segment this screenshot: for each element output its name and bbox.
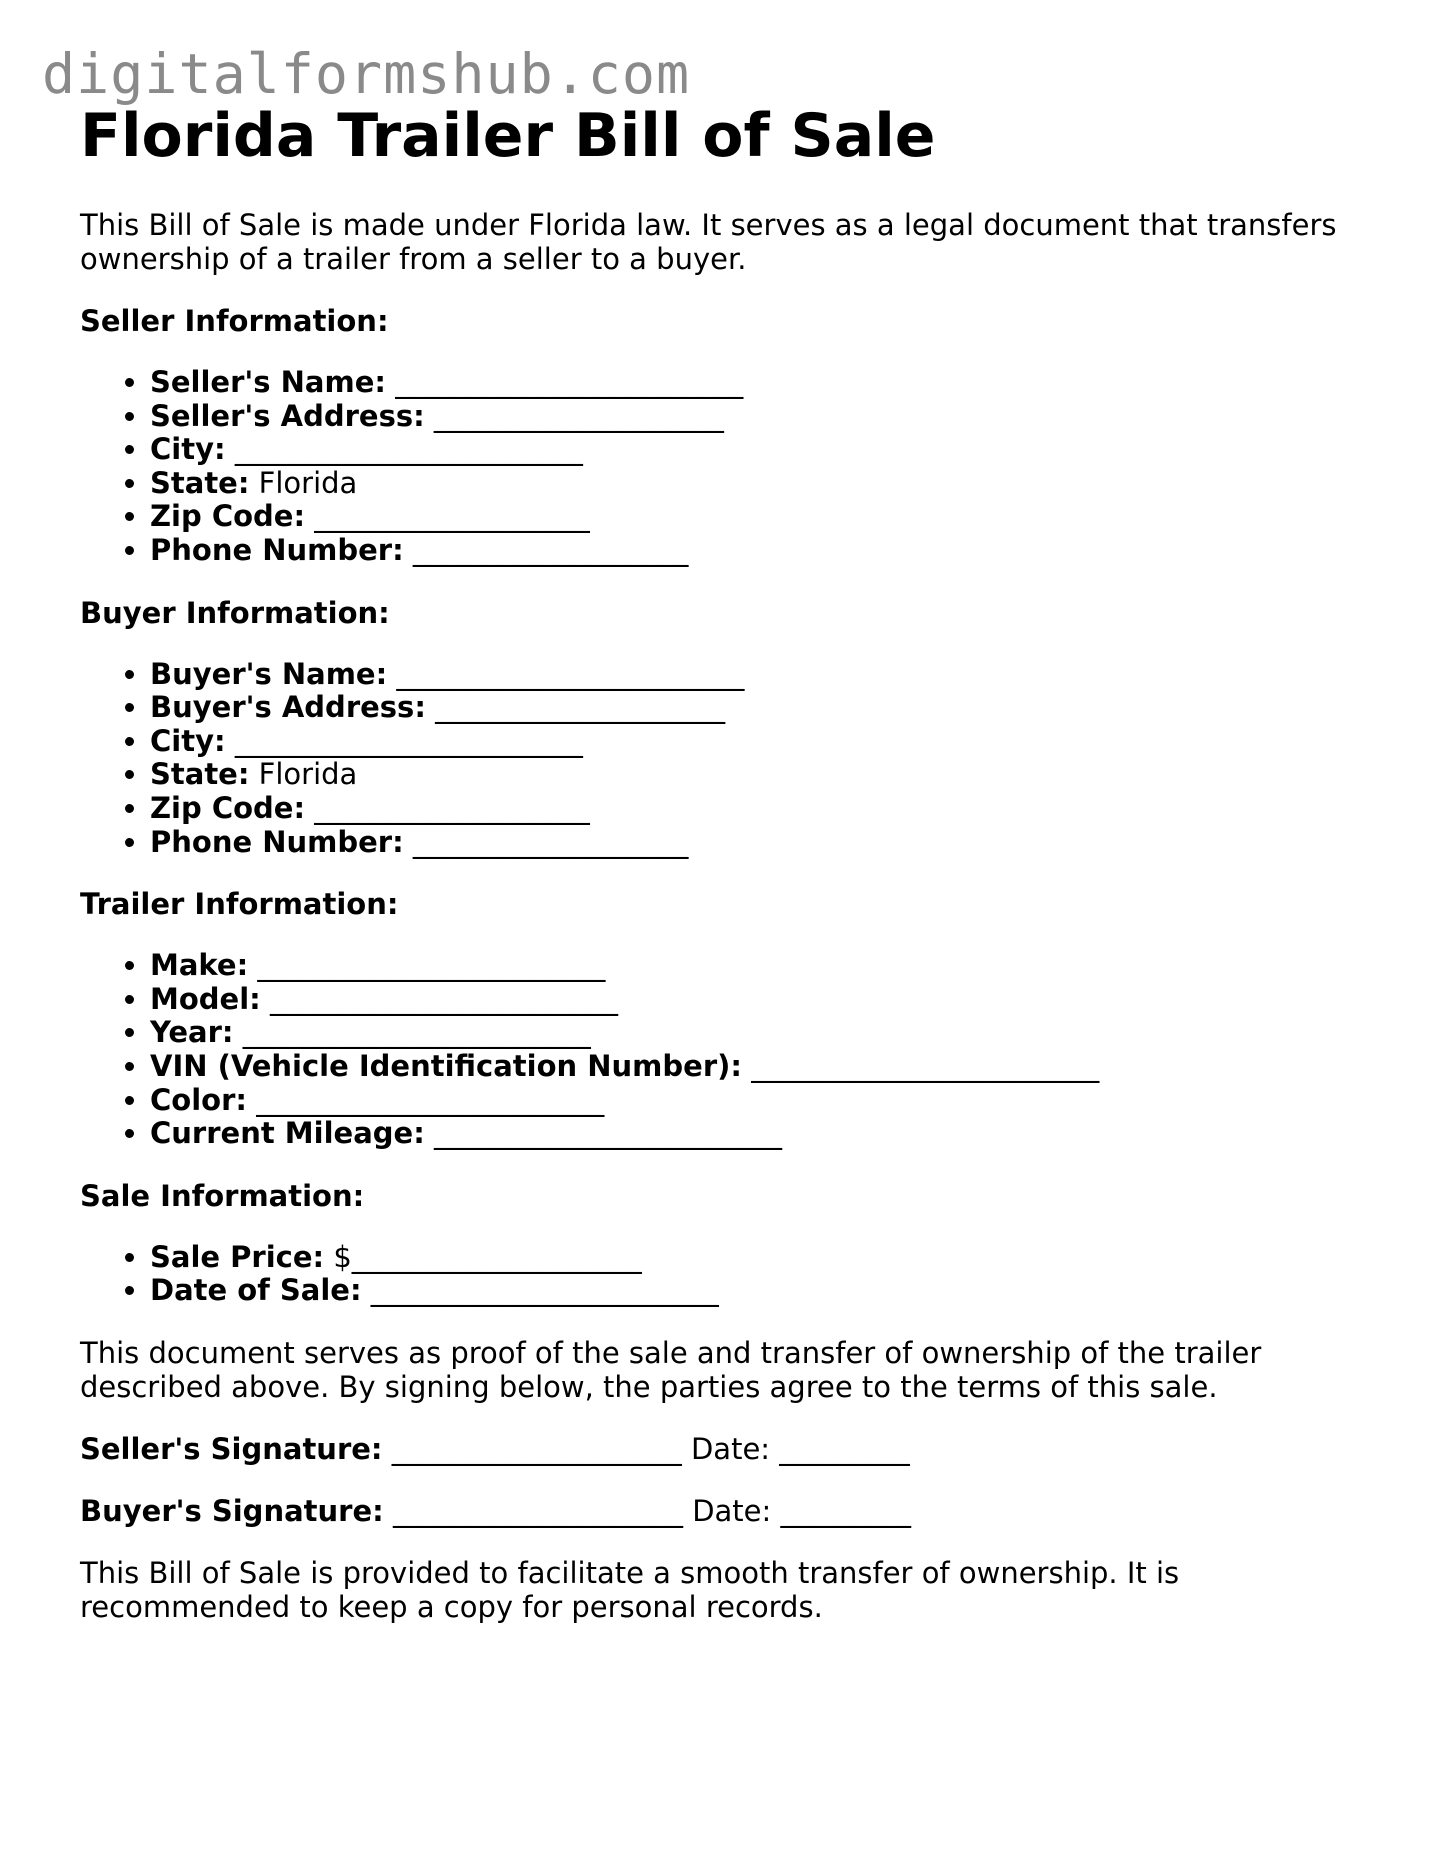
field-blank[interactable]: ________________________ [395,365,744,399]
field-blank[interactable]: $____________________ [333,1239,642,1274]
seller-signature-line[interactable] [80,1432,1370,1466]
seller-name-field[interactable] [150,366,1370,400]
field-label: Buyer's Address: [150,690,426,725]
watermark: digitalformshub.com [42,42,691,106]
field-blank[interactable]: ________________________ [269,981,618,1016]
field-label: City: [150,723,226,758]
sale-section-heading: Sale Information: [80,1178,365,1213]
field-value: Florida [258,757,358,792]
trailer-model-field[interactable] [150,983,1370,1017]
trailer-section-heading: Trailer Information: [80,887,399,922]
sale-field-list [80,1241,1370,1308]
field-label: Seller's Name: [150,365,386,399]
buyer-signature-line[interactable] [80,1494,1370,1528]
field-label: Phone Number: [150,532,404,567]
date-blank[interactable]: _________ [780,1493,911,1528]
field-blank[interactable]: ___________________ [314,499,590,534]
field-label: City: [150,432,226,467]
seller-state-field [150,467,1370,501]
buyer-zip-field[interactable] [150,792,1370,826]
buyer-phone-field[interactable] [150,826,1370,860]
field-blank[interactable]: ___________________ [412,532,689,567]
field-label: Sale Price: [150,1239,325,1274]
buyer-city-field[interactable] [150,725,1370,759]
trailer-year-field[interactable] [150,1016,1370,1050]
field-label: Model: [150,981,261,1016]
buyer-field-list [80,658,1370,860]
sale-price-field[interactable] [150,1241,1370,1275]
field-blank[interactable]: ___________________ [314,790,590,825]
field-blank[interactable]: ____________________ [433,398,724,433]
signature-blank[interactable]: ____________________ [392,1493,683,1528]
field-blank[interactable]: ________________________ [257,948,606,983]
field-blank[interactable]: ____________________ [435,690,726,725]
field-blank[interactable]: ________________________ [234,432,583,467]
field-label: Color: [150,1082,247,1117]
document-title: Florida Trailer Bill of Sale [80,101,936,171]
field-blank[interactable]: ________________________ [242,1015,591,1050]
buyer-address-field[interactable] [150,691,1370,725]
seller-phone-field[interactable] [150,534,1370,568]
field-label: Year: [150,1015,234,1050]
field-label: Date of Sale: [150,1273,362,1308]
seller-zip-field[interactable] [150,500,1370,534]
field-label: Current Mileage: [150,1116,425,1151]
seller-section-heading: Seller Information: [80,304,389,338]
field-label: Zip Code: [150,499,306,534]
trailer-make-field[interactable] [150,949,1370,983]
trailer-mileage-field[interactable] [150,1117,1370,1151]
field-label: State: [150,757,250,792]
field-label: Buyer's Name: [150,656,388,691]
signature-blank[interactable]: ____________________ [391,1431,682,1466]
seller-city-field[interactable] [150,433,1370,467]
date-blank[interactable]: _________ [779,1431,910,1466]
buyer-name-field[interactable] [150,658,1370,692]
field-label: VIN (Vehicle Identification Number): [150,1048,742,1083]
trailer-vin-field[interactable] [150,1050,1370,1084]
trailer-field-list [80,949,1370,1151]
field-label: Make: [150,948,249,983]
sale-date-field[interactable] [150,1274,1370,1308]
document-page [80,98,1370,1624]
buyer-section-heading: Buyer Information: [80,595,390,630]
field-label: Phone Number: [150,824,404,859]
field-blank[interactable]: ________________________ [434,1116,783,1151]
seller-address-field[interactable] [150,400,1370,434]
field-label: State: [150,465,250,500]
field-label: Seller's Address: [150,398,425,433]
footer-paragraph: This Bill of Sale is provided to facilitate a smooth transfer of ownership. It is recommended to keep a copy for personal records. [80,1555,1180,1624]
seller-field-list [80,366,1370,568]
buyer-state-field [150,758,1370,792]
field-blank[interactable]: ________________________ [751,1048,1100,1083]
closing-paragraph: This document serves as proof of the sale and transfer of ownership of the trailer described above. By signing below, the parties agree to the terms of this sale. [80,1335,1262,1404]
field-value: Florida [258,465,358,500]
field-blank[interactable]: ________________________ [256,1082,605,1117]
signature-label: Buyer's Signature: [80,1493,384,1528]
field-blank[interactable]: ________________________ [234,723,583,758]
intro-paragraph: This Bill of Sale is made under Florida law. It serves as a legal document that transfers ownership of a trailer from a seller to a buyer. [80,208,1337,276]
date-label: Date: [690,1431,771,1466]
field-blank[interactable]: ________________________ [396,656,745,691]
field-blank[interactable]: ___________________ [412,824,689,859]
trailer-color-field[interactable] [150,1084,1370,1118]
date-label: Date: [692,1493,772,1528]
signature-label: Seller's Signature: [80,1431,383,1466]
field-label: Zip Code: [150,790,306,825]
field-blank[interactable]: ________________________ [370,1273,719,1308]
